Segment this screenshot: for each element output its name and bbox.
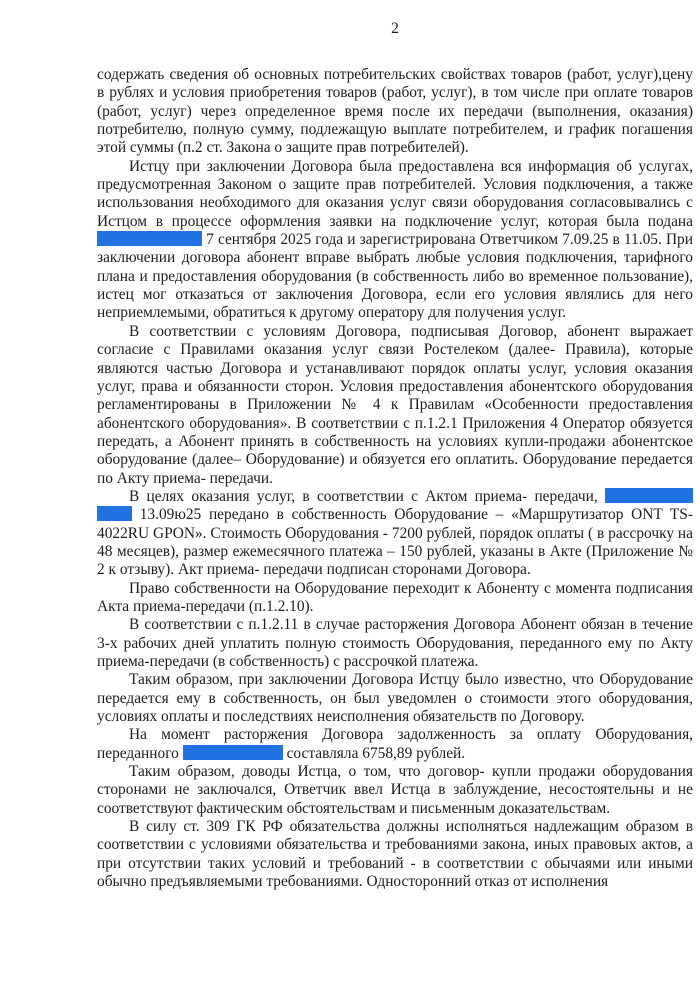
paragraph — [97, 726, 693, 763]
paragraph — [97, 323, 693, 488]
paragraph — [97, 763, 693, 818]
paragraph — [97, 616, 693, 671]
paragraph-text: В соответствии с п.1.2.11 в случае расторжения Договора Абонент обязан в течение 3-х рабочих дней уплатить полную стоимость Оборудования, переданного ему по Акту приема-передачи (в собственность) с рассрочкой платежа. — [97, 616, 693, 670]
paragraph-text: Право собственности на Оборудование переходит к Абоненту с момента подписания Акта приема-передачи (п.1.2.10). — [97, 579, 693, 615]
paragraph — [97, 580, 693, 617]
paragraph-text: В целях оказания услуг, в соответствии с Актом приема- передачи, — [129, 487, 598, 505]
paragraph-text: содержать сведения об основных потребительских свойствах товаров (работ, услуг),цену в рублях и условия приобретения товаров (работ, услуг), в том числе при оплате товаров (работ, услуг) через определенное время после их передачи (выполнения, оказания) потребителю, полную сумму, подлежащую выплате потребителем, и график погашения этой суммы (п.2 ст. Закона о защите прав потребителей). — [97, 66, 693, 157]
redaction-box — [183, 745, 283, 760]
redaction-box — [97, 506, 132, 521]
paragraph-text: Таким образом, при заключении Договора Истцу было известно, что Оборудование передается ему в собственность, он был уведомлен о стоимости этого оборудования, условиях оплаты и последствиях неисполнения обязательств по Договору. — [97, 671, 693, 726]
page-number: 2 — [391, 20, 399, 37]
redaction-box — [605, 488, 693, 503]
paragraph — [97, 158, 693, 323]
paragraph-text: 7 сентября 2025 года и зарегистрирована Ответчиком 7.09.25 в 11.05. При заключении договора абонент вправе выбрать любые условия подключения, тарифного плана и предоставления оборудования (в собственность либо во временное пользование), истец мог отказаться от заключения Договора, если его условия являлись для него неприемлемыми, обратиться к другому оператору для получения услуг. — [97, 231, 693, 322]
paragraph-text: На момент расторжения Договора задолженность за оплату Оборудования, переданного — [97, 726, 693, 762]
paragraph — [97, 66, 693, 158]
paragraph-text: 13.09ю25 передано в собственность Оборудование – «Маршрутизатор ONT TS-4022RU GPON». Стоимость Оборудования - 7200 рублей, порядок оплаты ( в рассрочку на 48 месяцев), размер ежемесячного платежа – 150 рублей, указаны в Акте (Приложение № 2 к отзыву). Акт приема- передачи подписан сторонами Договора. — [97, 506, 693, 579]
document-body — [97, 66, 693, 891]
paragraph-text: Таким образом, доводы Истца, о том, что договор- купли продажи оборудования сторонами не заключался, Ответчик ввел Истца в заблуждение, несостоятельны и не соответствуют фактическим обстоятельствам и письменным доказательствам. — [97, 763, 693, 817]
paragraph-text: Истцу при заключении Договора была предоставлена вся информация об услугах, предусмотренная Законом о защите прав потребителей. Условия подключения, а также использования необходимого для оказания услуг связи оборудования согласовывались с Истцом в процессе оформления заявки на подключение услуг, которая была подана — [97, 157, 693, 230]
paragraph-text: В силу ст. 309 ГК РФ обязательства должны исполняться надлежащим образом в соответствии с условиями обязательства и требованиями закона, иных правовых актов, а при отсутствии таких условий и требований - в соответствии с обычаями или иными обычно предъявляемыми требованиями. Односторонний отказ от исполнения — [97, 818, 693, 891]
paragraph — [97, 488, 693, 580]
paragraph — [97, 818, 693, 891]
paragraph — [97, 671, 693, 726]
paragraph-text: составляла 6758,89 рублей. — [286, 744, 466, 762]
redaction-box — [97, 231, 202, 246]
paragraph-text: В соответствии с условиям Договора, подписывая Договор, абонент выражает согласие с Правилами оказания услуг связи Ростелеком (далее- Правила), которые являются частью Договора и устанавливают порядок оплаты услуг, условия оказания услуг, права и обязанности сторон. Условия предоставления абонентского оборудования регламентированы в Приложении № 4 к Правилам «Особенности предоставления абонентского оборудования». В соответствии с п.1.2.1 Приложения 4 Оператор обязуется передать, а Абонент принять в собственность на условиях купли-продажи абонентское оборудование (далее– Оборудование) и обязуется его оплатить. Оборудование передается по Акту приема- передачи. — [97, 322, 693, 487]
